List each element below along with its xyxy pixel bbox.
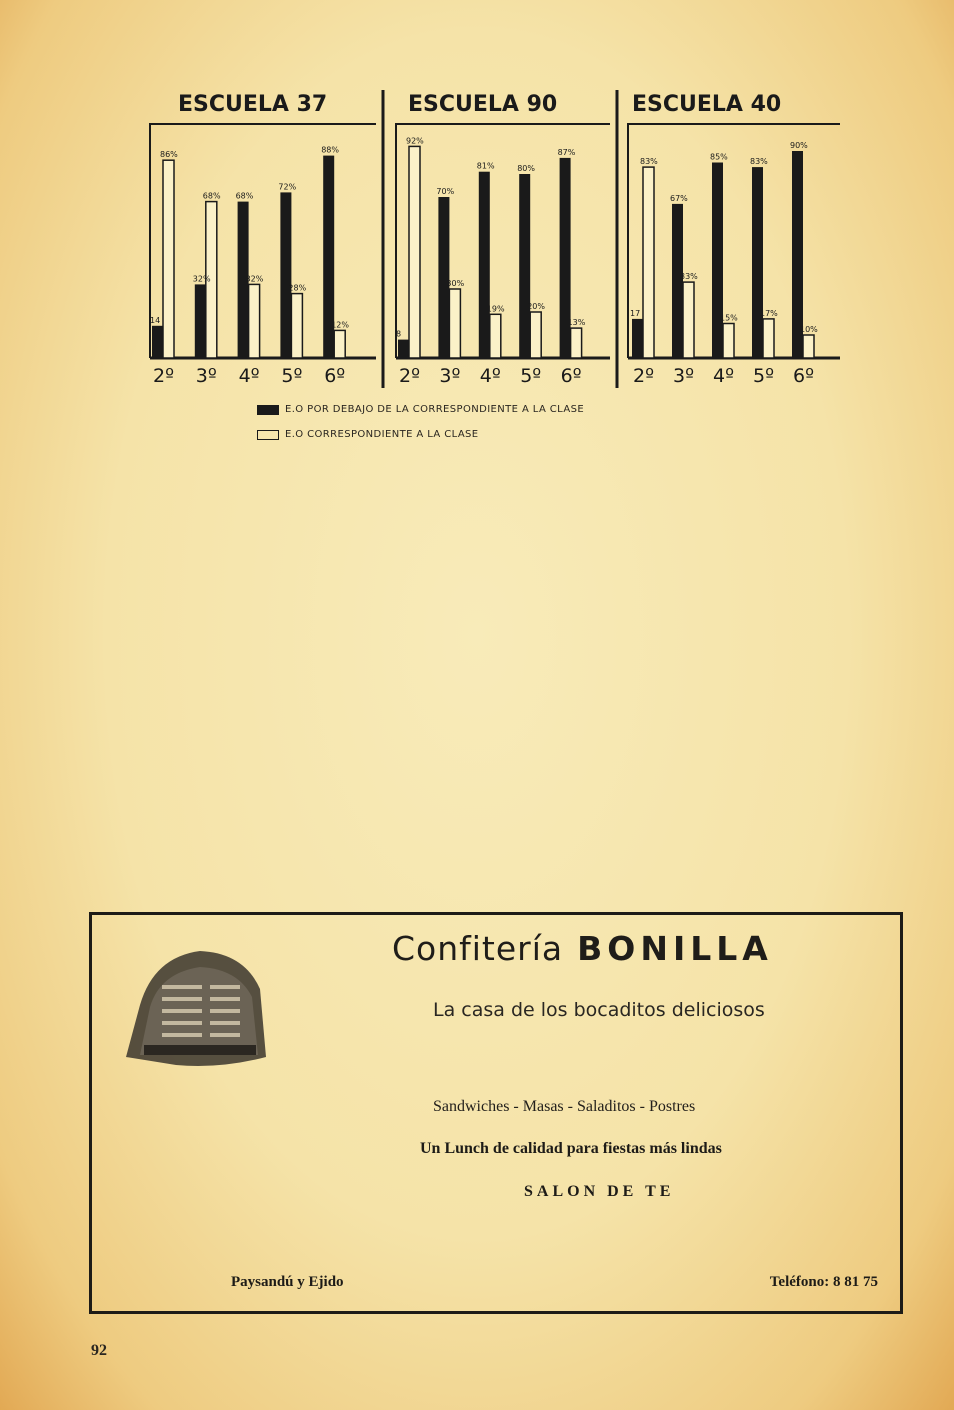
data-label-light-3-3: 15% bbox=[720, 313, 738, 323]
legend-swatch-dark bbox=[257, 405, 279, 415]
bar-light-1-4 bbox=[291, 294, 302, 358]
legend-dark-label: E.O POR DEBAJO DE LA CORRESPONDIENTE A LA CLASE bbox=[285, 404, 585, 415]
data-label-light-2-2: 30% bbox=[446, 279, 465, 288]
data-label-light-1-5: 12% bbox=[331, 320, 349, 330]
category-label-1-2: 3º bbox=[195, 365, 217, 387]
bar-light-1-3 bbox=[249, 284, 260, 358]
data-label-dark-3-3: 85% bbox=[710, 152, 728, 162]
bar-dark-3-4 bbox=[752, 167, 763, 358]
data-label-light-1-3: 32% bbox=[245, 274, 264, 284]
data-label-dark-1-4: 72% bbox=[278, 182, 297, 192]
category-label-2-4: 5º bbox=[520, 365, 542, 387]
bar-dark-3-3 bbox=[712, 163, 723, 359]
building-illustration bbox=[120, 945, 270, 1080]
ad-title-prefix: Confitería bbox=[392, 929, 564, 968]
legend-swatch-light bbox=[257, 430, 279, 440]
category-label-1-4: 5º bbox=[281, 365, 303, 387]
data-label-light-1-1: 86% bbox=[160, 150, 178, 160]
bar-dark-1-2 bbox=[195, 284, 206, 358]
category-label-2-2: 3º bbox=[439, 365, 461, 387]
ad-subtitle: La casa de los bocaditos deliciosos bbox=[433, 999, 765, 1021]
bar-light-3-2 bbox=[683, 282, 694, 358]
data-label-dark-3-2: 67% bbox=[670, 193, 688, 203]
data-label-dark-3-5: 90% bbox=[790, 141, 808, 150]
category-label-3-1: 2º bbox=[633, 365, 655, 387]
data-label-dark-3-4: 83% bbox=[750, 157, 768, 167]
data-label-dark-2-4: 80% bbox=[517, 164, 535, 173]
bar-light-3-5 bbox=[803, 335, 814, 358]
bar-light-2-5 bbox=[571, 328, 582, 358]
data-label-light-2-5: 13% bbox=[567, 318, 586, 328]
category-label-1-1: 2º bbox=[153, 365, 175, 387]
data-label-dark-1-1: 14 bbox=[150, 315, 161, 325]
legend-light bbox=[257, 429, 479, 440]
data-label-light-2-4: 20% bbox=[527, 302, 545, 311]
bar-light-3-3 bbox=[723, 324, 734, 359]
data-label-dark-1-2: 32% bbox=[192, 274, 211, 284]
bar-light-3-4 bbox=[763, 319, 774, 358]
data-label-dark-2-2: 70% bbox=[436, 187, 455, 196]
data-label-dark-3-1: 17 bbox=[630, 308, 641, 318]
ad-title bbox=[392, 929, 773, 968]
data-label-dark-1-5: 88% bbox=[321, 145, 339, 155]
category-label-1-5: 6º bbox=[324, 365, 346, 387]
data-label-dark-2-3: 81% bbox=[476, 161, 495, 171]
category-label-1-3: 4º bbox=[238, 365, 260, 387]
ad-phone: Teléfono: 8 81 75 bbox=[769, 1274, 878, 1290]
bar-light-3-1 bbox=[643, 167, 654, 358]
data-label-light-3-5: 10% bbox=[800, 325, 818, 334]
category-label-3-2: 3º bbox=[673, 365, 695, 387]
ad-products: Sandwiches - Masas - Saladitos - Postres bbox=[433, 1098, 696, 1115]
data-label-light-3-2: 33% bbox=[680, 272, 698, 282]
bar-light-2-2 bbox=[449, 289, 460, 358]
data-label-light-2-1: 92% bbox=[406, 136, 424, 146]
bar-light-1-1 bbox=[163, 160, 174, 358]
ad-lunch: Un Lunch de calidad para fiestas más lindas bbox=[420, 1140, 722, 1157]
ad-salon: SALON DE TE bbox=[524, 1183, 675, 1200]
legend-light-label: E.O CORRESPONDIENTE A LA CLASE bbox=[285, 429, 479, 440]
category-label-2-5: 6º bbox=[560, 365, 582, 387]
bar-charts bbox=[0, 0, 954, 470]
category-label-3-4: 5º bbox=[753, 365, 775, 387]
bar-light-2-3 bbox=[490, 314, 501, 358]
bar-light-2-1 bbox=[409, 146, 420, 358]
data-label-light-1-2: 68% bbox=[202, 191, 221, 201]
data-label-light-3-1: 83% bbox=[640, 157, 658, 167]
category-label-2-1: 2º bbox=[399, 365, 421, 387]
data-label-light-3-4: 17% bbox=[760, 308, 778, 318]
legend-dark bbox=[257, 404, 584, 415]
data-label-dark-2-1: 8 bbox=[396, 329, 402, 339]
ad-title-brand: BONILLA bbox=[577, 929, 773, 968]
data-label-dark-2-5: 87% bbox=[557, 147, 576, 157]
page-number: 92 bbox=[91, 1342, 107, 1359]
bar-dark-1-4 bbox=[280, 192, 291, 358]
bar-dark-1-1 bbox=[152, 326, 163, 358]
data-label-dark-1-3: 68% bbox=[235, 191, 254, 201]
bar-dark-2-2 bbox=[438, 197, 449, 358]
bar-dark-2-4 bbox=[519, 174, 530, 358]
category-label-3-3: 4º bbox=[713, 365, 735, 387]
advertisement bbox=[89, 912, 903, 1314]
chart-title-2: ESCUELA 90 bbox=[408, 92, 558, 117]
data-label-light-2-3: 19% bbox=[486, 304, 505, 314]
bar-dark-2-3 bbox=[479, 172, 490, 358]
chart-title-1: ESCUELA 37 bbox=[178, 92, 328, 117]
ad-address: Paysandú y Ejido bbox=[231, 1274, 344, 1290]
bar-light-2-4 bbox=[530, 312, 541, 358]
chart-title-3: ESCUELA 40 bbox=[632, 92, 782, 117]
bar-dark-3-1 bbox=[632, 319, 643, 358]
bar-light-1-5 bbox=[334, 330, 345, 358]
category-label-2-3: 4º bbox=[479, 365, 501, 387]
bar-dark-2-1 bbox=[398, 340, 409, 358]
bar-dark-2-5 bbox=[560, 158, 571, 358]
category-label-3-5: 6º bbox=[793, 365, 815, 387]
data-label-light-1-4: 28% bbox=[288, 283, 307, 293]
